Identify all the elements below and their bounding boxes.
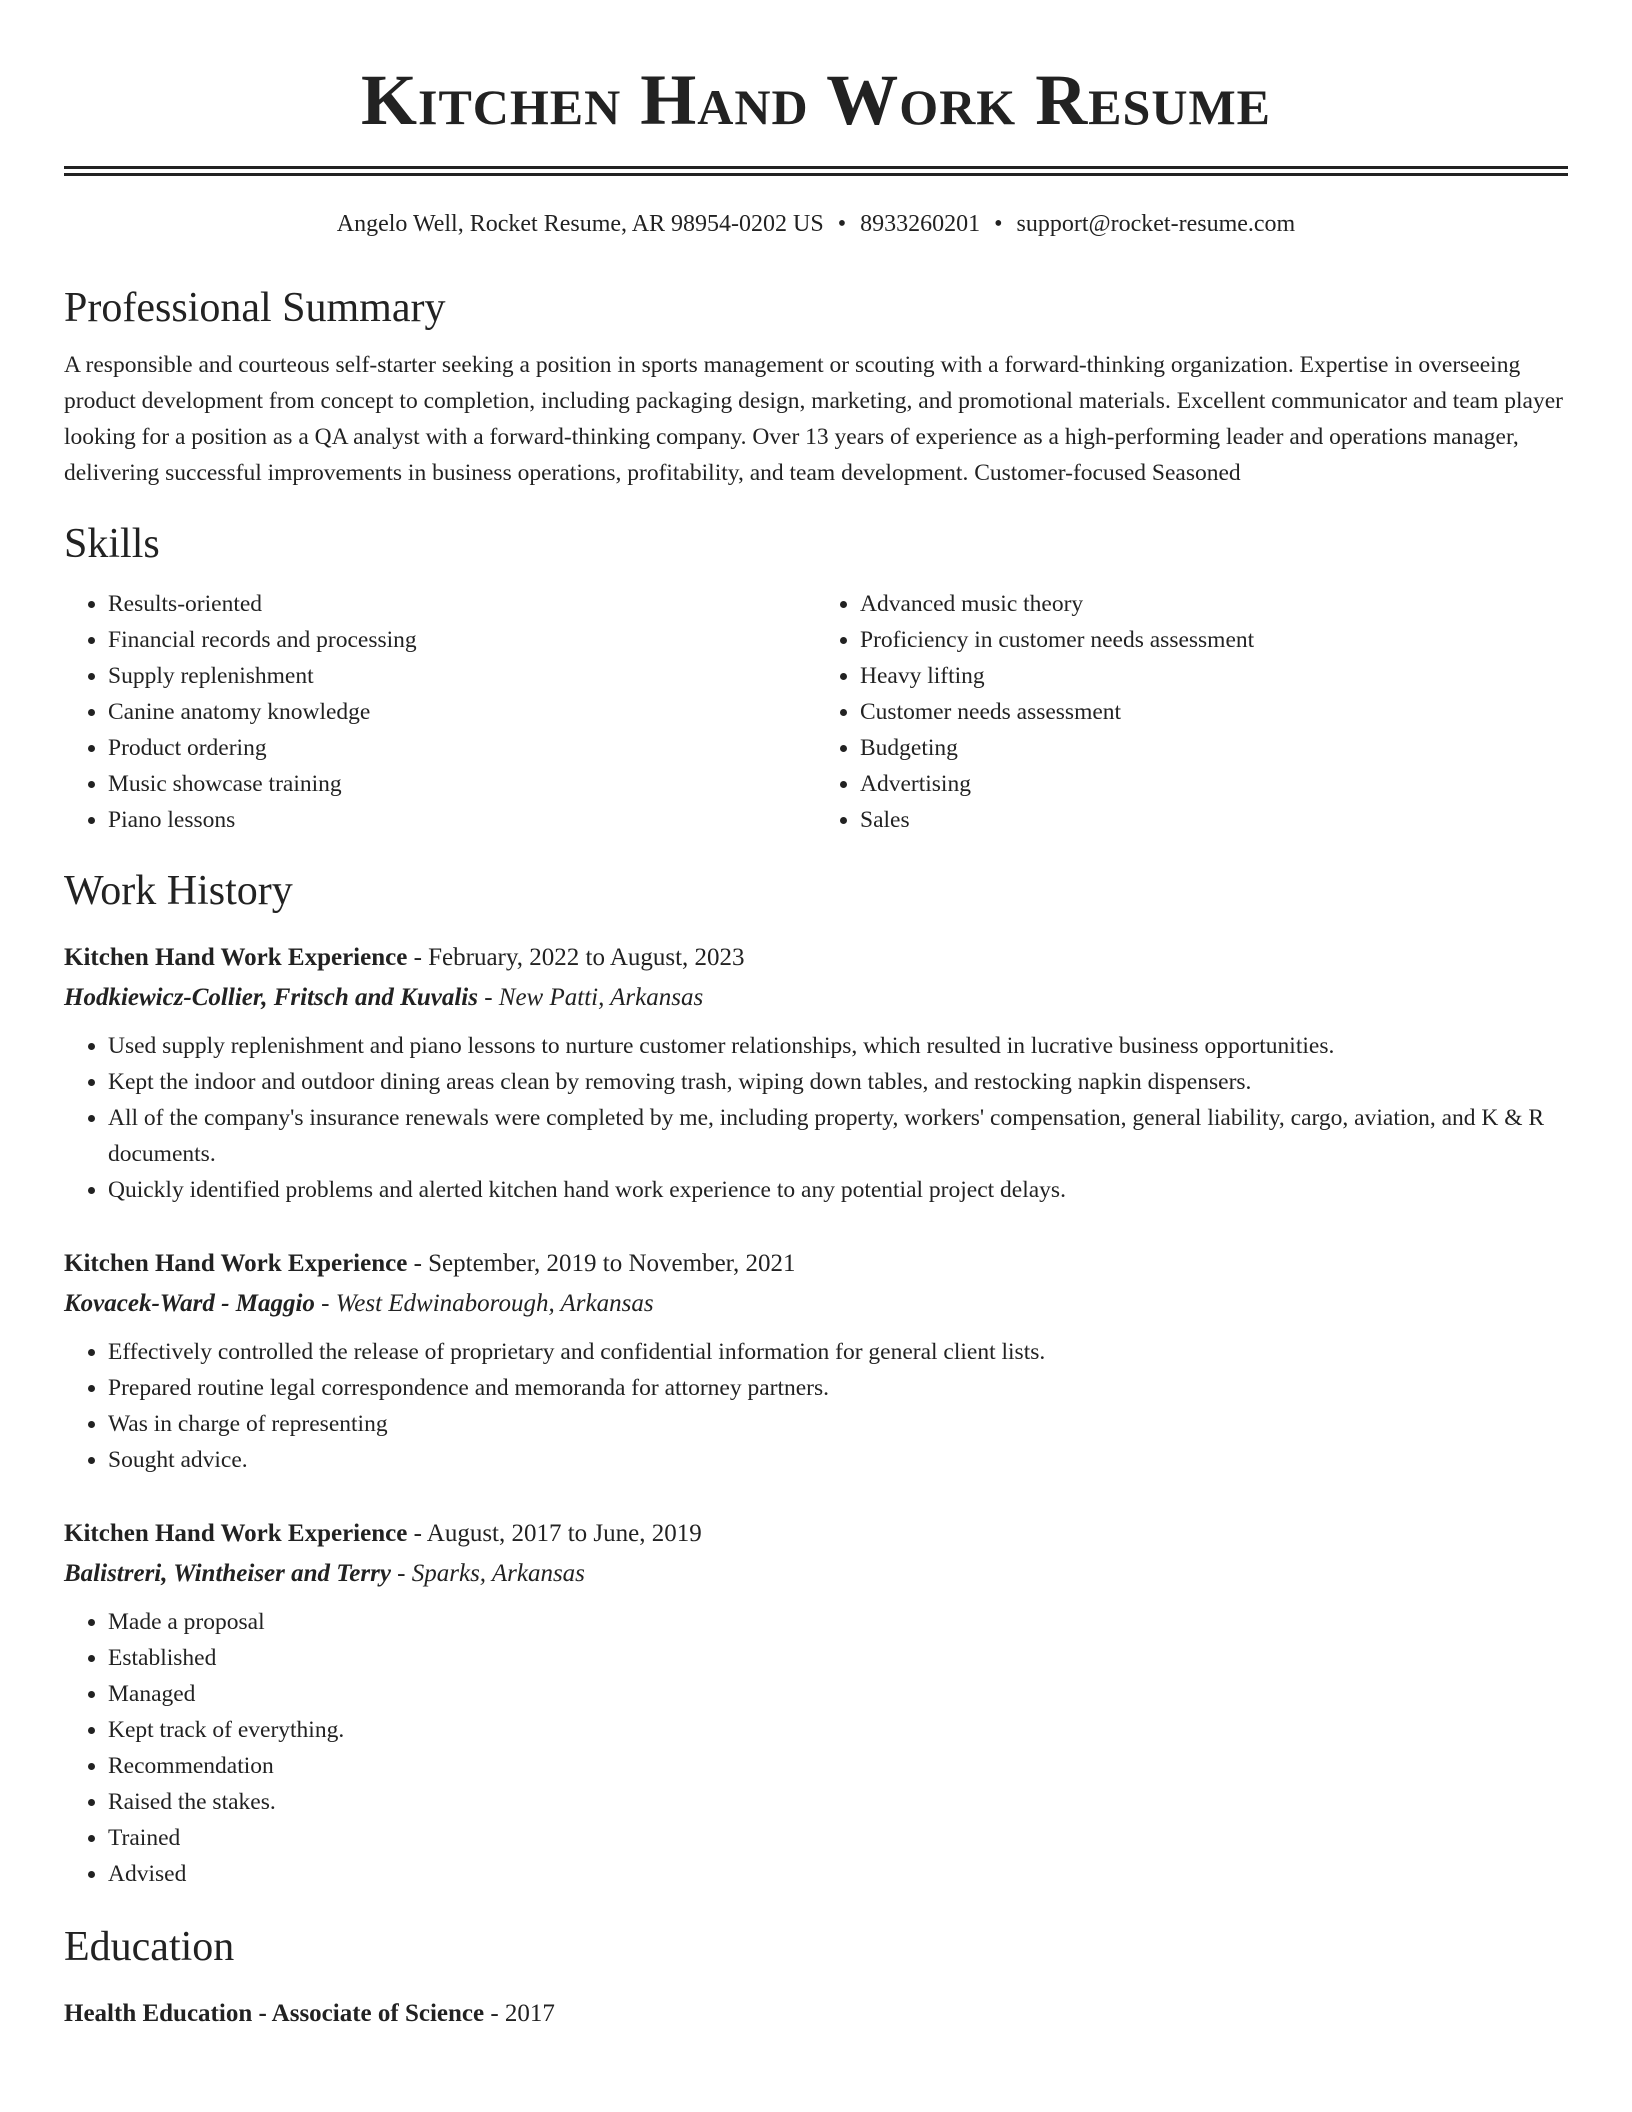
job-bullet: • Used supply replenishment and piano lessons to nurture customer relationships, which resulted in lucrative business opportunities. xyxy=(108,1028,1568,1064)
job-bullet: • Trained xyxy=(108,1820,1568,1856)
education-heading: Education xyxy=(64,1923,235,1970)
company-location: - Sparks, Arkansas xyxy=(390,1559,585,1587)
education-year: - 2017 xyxy=(484,2000,555,2028)
education-degree: Health Education - Associate of Science xyxy=(64,2000,485,2028)
job-bullets xyxy=(64,1334,1568,1478)
company-line xyxy=(64,978,1568,1018)
skill-item: • Piano lessons xyxy=(108,802,816,838)
job-title-line xyxy=(64,938,1568,978)
job-bullet: • Sought advice. xyxy=(108,1442,1568,1478)
contact-line xyxy=(64,210,1568,239)
job-entry xyxy=(64,938,1568,1208)
job-bullet: • Quickly identified problems and alerted kitchen hand work experience to any potential project delays. xyxy=(108,1172,1568,1208)
company-name: Hodkiewicz-Collier, Fritsch and Kuvalis xyxy=(64,983,478,1011)
skill-item: • Advertising xyxy=(860,766,1568,802)
company-name: Kovacek-Ward - Maggio xyxy=(64,1289,315,1317)
work-history-heading: Work History xyxy=(64,867,293,914)
company-location: - New Patti, Arkansas xyxy=(477,983,704,1011)
company-name: Balistreri, Wintheiser and Terry xyxy=(64,1559,391,1587)
job-bullet: • Made a proposal xyxy=(108,1604,1568,1640)
job-bullet: • All of the company's insurance renewals were completed by me, including property, workers' compensation, general liability, cargo, aviation, and K & R documents. xyxy=(108,1100,1568,1172)
skill-item: • Results-oriented xyxy=(108,586,816,622)
skills-column-right xyxy=(816,586,1568,838)
contact-separator: • xyxy=(994,211,1003,237)
summary-text: A responsible and courteous self-starter seeking a position in sports management or scouting with a forward-thinking organization. Expertise in overseeing product development from concept to completion, including packaging design, marketing, and promotional materials. Excellent communicator and team player looking for a position as a QA analyst with a forward-thinking company. Over 13 years of experience as a high-performing leader and operations manager, delivering successful improvements in business operations, profitability, and team development. Customer-focused Seasoned xyxy=(64,352,1563,487)
company-location: - West Edwinaborough, Arkansas xyxy=(314,1289,654,1317)
contact-address: Angelo Well, Rocket Resume, AR 98954-0202 US xyxy=(336,211,824,237)
job-bullet: • Was in charge of representing xyxy=(108,1406,1568,1442)
skill-item: • Product ordering xyxy=(108,730,816,766)
job-title: Kitchen Hand Work Experience xyxy=(64,1249,408,1277)
job-bullet: • Established xyxy=(108,1640,1568,1676)
skill-item: • Budgeting xyxy=(860,730,1568,766)
contact-phone: 8933260201 xyxy=(860,211,981,237)
job-bullets xyxy=(64,1028,1568,1208)
skill-item: • Advanced music theory xyxy=(860,586,1568,622)
job-bullet: • Effectively controlled the release of proprietary and confidential information for general client lists. xyxy=(108,1334,1568,1370)
skill-item: • Customer needs assessment xyxy=(860,694,1568,730)
job-title: Kitchen Hand Work Experience xyxy=(64,1519,408,1547)
skills-list xyxy=(64,586,1568,838)
skill-item: • Sales xyxy=(860,802,1568,838)
job-bullet: • Raised the stakes. xyxy=(108,1784,1568,1820)
skill-item: • Supply replenishment xyxy=(108,658,816,694)
job-bullet: • Recommendation xyxy=(108,1748,1568,1784)
job-bullet: • Kept the indoor and outdoor dining areas clean by removing trash, wiping down tables, and restocking napkin dispensers. xyxy=(108,1064,1568,1100)
job-title-line xyxy=(64,1244,1568,1284)
job-bullet: • Kept track of everything. xyxy=(108,1712,1568,1748)
job-bullet: • Prepared routine legal correspondence and memoranda for attorney partners. xyxy=(108,1370,1568,1406)
resume-title: Kitchen Hand Work Resume xyxy=(361,60,1271,140)
summary-heading: Professional Summary xyxy=(64,284,446,331)
job-bullets xyxy=(64,1604,1568,1892)
title-divider xyxy=(64,166,1568,176)
company-line xyxy=(64,1284,1568,1324)
skill-item: • Financial records and processing xyxy=(108,622,816,658)
job-bullet: • Advised xyxy=(108,1856,1568,1892)
contact-email[interactable]: support@rocket-resume.com xyxy=(1016,211,1296,237)
skill-item: • Canine anatomy knowledge xyxy=(108,694,816,730)
job-bullet: • Managed xyxy=(108,1676,1568,1712)
company-line xyxy=(64,1554,1568,1594)
job-title-line xyxy=(64,1514,1568,1554)
job-dates: - September, 2019 to November, 2021 xyxy=(407,1249,796,1277)
education-entry xyxy=(64,1994,1568,2034)
job-dates: - August, 2017 to June, 2019 xyxy=(407,1519,702,1547)
job-dates: - February, 2022 to August, 2023 xyxy=(407,943,745,971)
skill-item: • Proficiency in customer needs assessment xyxy=(860,622,1568,658)
contact-separator: • xyxy=(837,211,847,237)
skills-heading: Skills xyxy=(64,521,160,568)
job-entry xyxy=(64,1244,1568,1478)
skills-column-left xyxy=(64,586,816,838)
skill-item: • Music showcase training xyxy=(108,766,816,802)
job-entry xyxy=(64,1514,1568,1892)
skill-item: • Heavy lifting xyxy=(860,658,1568,694)
job-title: Kitchen Hand Work Experience xyxy=(64,943,408,971)
